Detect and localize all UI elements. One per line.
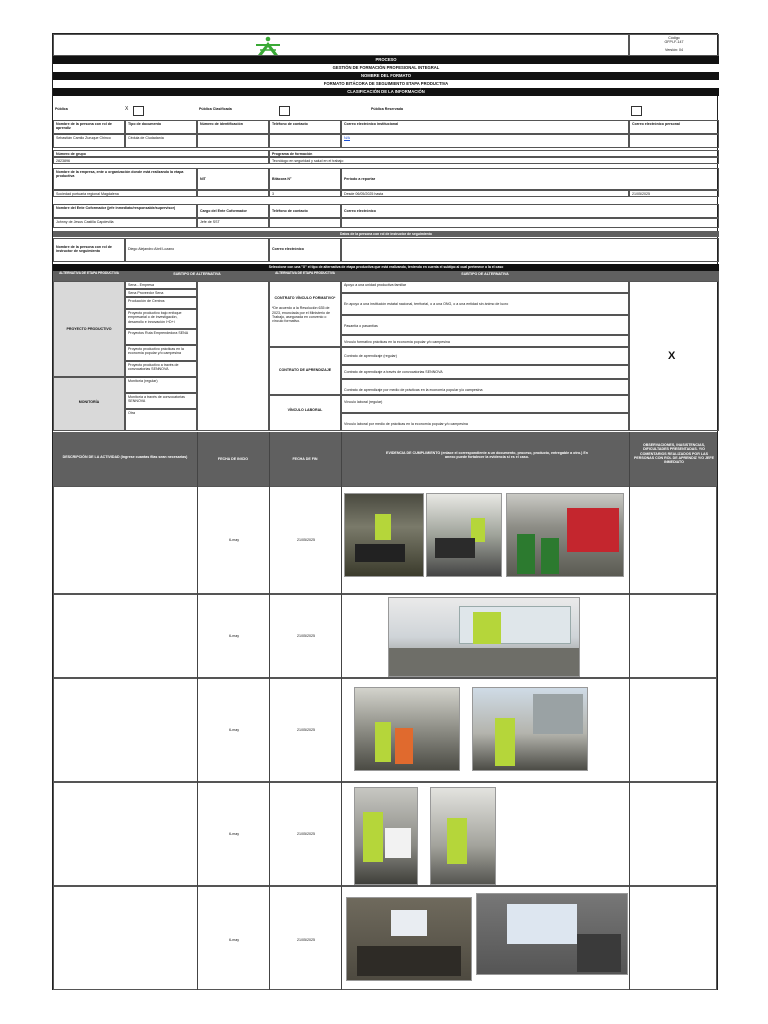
group-contrato-vinculo-label: CONTRATO VÍNCULO FORMATIVO* [274, 296, 336, 300]
right-item-7: Contrato de aprendizaje por medio de prácticas en la economía popular y/o campesina [341, 379, 629, 395]
id-number-label: Número de identificación [197, 120, 269, 134]
sena-logo-icon [254, 36, 282, 56]
col-observations: OBSERVACIONES, INASISTENCIAS, DIFICULTADES PRESENTADAS. Y/O COMENTARIOS REALIZADOS POR LAS PERSONAS CON ROL DE APRENDIZ Y/O JEFE INMEDIATO [633, 443, 714, 465]
period-from: Desde 06/05/2025 hasta [341, 190, 629, 197]
col-alt: ALTERNATIVA DE ETAPA PRODUCTIVA [53, 271, 125, 281]
public-label: Pública [55, 107, 68, 111]
left-item-1: Sena - Empresa [125, 281, 197, 289]
personal-email-label: Correo electrónico personal [629, 120, 719, 134]
classification-label: CLASIFICACIÓN DE LA INFORMACIÓN [53, 88, 719, 96]
activity-3-end: 21/05/2025 [297, 728, 315, 732]
col-end: FECHA DE FIN [292, 457, 318, 461]
program-name: Tecnólogo en seguridad y salud en el trabajo [269, 157, 719, 164]
evidence-photo-5a [346, 897, 472, 981]
evidence-photo-4b [430, 787, 496, 885]
nit-value [197, 190, 269, 197]
group-vinculo-laboral: VÍNCULO LABORAL [269, 395, 341, 431]
alternatives-instruction: Seleccione con una "X" el tipo de alternativa de etapa productiva que está realizando, teniendo en cuenta el subtipo al cual pertenece o la el caso [53, 264, 719, 271]
activity-2-start: 6-may [229, 634, 239, 638]
group-contrato-aprendizaje: CONTRATO DE APRENDIZAJE [269, 347, 341, 395]
left-mark-column[interactable] [197, 281, 269, 431]
group-number: 2823896 [53, 157, 269, 164]
personal-email[interactable] [629, 134, 719, 148]
selected-mark: X [668, 350, 676, 362]
former-email-label: Correo electrónico [341, 204, 719, 218]
company-name: Sociedad portuaria regional Magdalena [53, 190, 197, 197]
left-item-10: Otra [125, 409, 197, 431]
header-logo-row [53, 34, 717, 56]
phone [269, 134, 341, 148]
left-item-7: Proyecto productivo a través de convocatorias SENNOVA [125, 361, 197, 377]
left-item-3: Producción de Centros [125, 297, 197, 309]
logo-cell [53, 34, 629, 56]
group-contrato-vinculo-note: *De acuerdo a la Resolución 635 de 2023, enunciada por el Ministerio de Trabajo, asegurada en convenio o vínculo formativo. [272, 306, 330, 324]
former-email[interactable] [341, 218, 719, 228]
col-divider-2 [269, 432, 270, 990]
instructor-email[interactable] [341, 238, 719, 262]
apprentice-name: Sebastián Camilo Zuruque Chinco [53, 134, 125, 148]
apprentice-name-label: Nombre de la persona con rol de aprendiz [53, 120, 125, 134]
activity-row-2 [53, 594, 717, 678]
reserved-label: Pública Reservada [371, 107, 403, 111]
checkbox-public[interactable] [133, 106, 144, 116]
phone-label: Teléfono de contacto [269, 120, 341, 134]
former-phone-label: Teléfono de contacto [269, 204, 341, 218]
left-item-4: Proyecto productivo bajo enfoque empresarial o de investigación, desarrollo e innovación I+D+i [125, 309, 197, 329]
program-label: Programa de formación [269, 150, 719, 157]
alternatives-header [53, 271, 717, 281]
right-item-2: En apoyo a una institución estatal nacional, territorial, o a una ONG, o a una entidad sin ánimo de lucro [341, 293, 629, 315]
bitacora-number: 3 [269, 190, 341, 197]
inst-email-label: Correo electrónico institucional [341, 120, 629, 134]
former-phone [269, 218, 341, 228]
version-label: Versión: 04 [665, 47, 683, 52]
activities-header [53, 432, 717, 486]
instructor-email-label: Correo electrónico [269, 238, 341, 262]
evidence-photo-1c [506, 493, 624, 577]
process-name: GESTIÓN DE FORMACIÓN PROFESIONAL INTEGRAL [53, 64, 719, 72]
left-item-6: Proyecto productivo prácticas en la economía popular y/o campesina [125, 345, 197, 361]
activity-2-end: 21/05/2025 [297, 634, 315, 638]
coformer-block [53, 204, 717, 230]
checkbox-classified[interactable] [279, 106, 290, 116]
code-cell [629, 34, 719, 56]
doc-type-label: Tipo de documento [125, 120, 197, 134]
activity-1-start: 6-may [229, 538, 239, 542]
col-divider-1 [197, 432, 198, 990]
group-monitoria: MONITORÍA [53, 377, 125, 431]
former-role: Jefe de SST [197, 218, 269, 228]
company-block [53, 168, 717, 202]
activity-row-4 [53, 782, 717, 886]
right-item-8: Vínculo laboral (regular) [341, 395, 629, 413]
col-start: FECHA DE INICIO [217, 457, 249, 461]
public-mark: X [125, 106, 129, 112]
group-label: Número de grupo [53, 150, 269, 157]
activity-row-5 [53, 886, 717, 990]
right-item-1: Apoyo a una unidad productiva familiar [341, 281, 629, 293]
period-to: 21/05/2025 [629, 190, 719, 197]
right-item-4: Vínculo formativo prácticas en la economía popular y/o campesina [341, 335, 629, 347]
col-desc: DESCRIPCIÓN DE LA ACTIVIDAD (Ingrese cuantas filas sean necesarias) [62, 455, 188, 459]
right-item-5: Contrato de aprendizaje (regular) [341, 347, 629, 365]
group-row [53, 150, 717, 164]
right-item-6: Contrato de aprendizaje a través de convocatorias SENNOVA [341, 365, 629, 379]
left-item-8: Monitoría (regular) [125, 377, 197, 393]
inst-email[interactable]: N/A [341, 134, 629, 148]
former-name: Johnny de Jesus Castilla Capdevilla [53, 218, 197, 228]
activity-row-3 [53, 678, 717, 782]
right-item-9: Vínculo laboral por medio de prácticas en la economía popular y/o campesina [341, 413, 629, 431]
evidence-photo-5b [476, 893, 628, 975]
left-item-5: Proyectos Ruta Emprendedora SENA [125, 329, 197, 345]
right-item-3: Pasantía o pasantías [341, 315, 629, 335]
checkbox-reserved[interactable] [631, 106, 642, 116]
former-role-label: Cargo del Ente Coformador [197, 204, 269, 218]
code-label: Código [668, 36, 680, 40]
evidence-photo-1a [344, 493, 424, 577]
col-alt2: ALTERNATIVA DE ETAPA PRODUCTIVA [269, 271, 341, 281]
apprentice-block [53, 120, 717, 150]
activity-4-end: 21/05/2025 [297, 832, 315, 836]
col-mark [629, 271, 719, 281]
activity-4-start: 6-may [229, 832, 239, 836]
activity-3-start: 6-may [229, 728, 239, 732]
former-label: Nombre del Ente Coformador (jefe inmediato/responsable/supervisor) [53, 204, 197, 218]
evidence-photo-4a [354, 787, 418, 885]
nit-label: NIT [197, 168, 269, 190]
evidence-photo-1b [426, 493, 502, 577]
format-name-label: NOMBRE DEL FORMATO [53, 72, 719, 80]
bitacora-sheet [52, 33, 718, 990]
code-value: GFPI-F-147 [664, 40, 684, 45]
col-divider-3 [341, 432, 342, 990]
col-sub2: SUBTIPO DE ALTERNATIVA [341, 271, 629, 281]
col-sub: SUBTIPO DE ALTERNATIVA [125, 271, 269, 281]
period-label: Período a reportar [341, 168, 719, 190]
format-name: FORMATO BITÁCORA DE SEGUIMIENTO ETAPA PRODUCTIVA [53, 80, 719, 88]
classification-row [53, 104, 717, 116]
evidence-photo-2 [388, 597, 580, 677]
left-item-9: Monitoría a través de convocatorias SENNOVA [125, 393, 197, 409]
instructor-section-label: Datos de la persona con rol de instructor de seguimiento [53, 231, 719, 237]
instructor-name: Diego Alejandro Abril Lozano [125, 238, 269, 262]
bitacora-label: Bitácora N° [269, 168, 341, 190]
left-item-2: Sena Proveedor Sena [125, 289, 197, 297]
activity-1-end: 21/05/2025 [297, 538, 315, 542]
group-proyecto-productivo: PROYECTO PRODUCTIVO [53, 281, 125, 377]
id-number [197, 134, 269, 148]
instructor-block [53, 238, 717, 262]
evidence-photo-3a [354, 687, 460, 771]
alternatives-body [53, 281, 717, 431]
process-title: PROCESO [53, 56, 719, 64]
instructor-name-label: Nombre de la persona con rol de instructor de seguimiento [53, 238, 125, 262]
evidence-photo-3b [472, 687, 588, 771]
activity-5-start: 6-may [229, 938, 239, 942]
classified-label: Pública Clasificada [199, 107, 232, 111]
group-contrato-vinculo [269, 281, 341, 347]
company-name-label: Nombre de la empresa, ente u organización donde está realizando la etapa productiva [53, 168, 197, 190]
col-evidence: EVIDENCIA DE CUMPLIMIENTO (enlace el correspondiente a un documento, proceso, producto, entregable a otro.) En anexo puede fortalecer la evidencia si es el caso. [386, 451, 588, 460]
activity-5-end: 21/05/2025 [297, 938, 315, 942]
doc-type: Cédula de Ciudadanía [125, 134, 197, 148]
col-divider-4 [629, 432, 630, 990]
activity-row-1 [53, 486, 717, 594]
